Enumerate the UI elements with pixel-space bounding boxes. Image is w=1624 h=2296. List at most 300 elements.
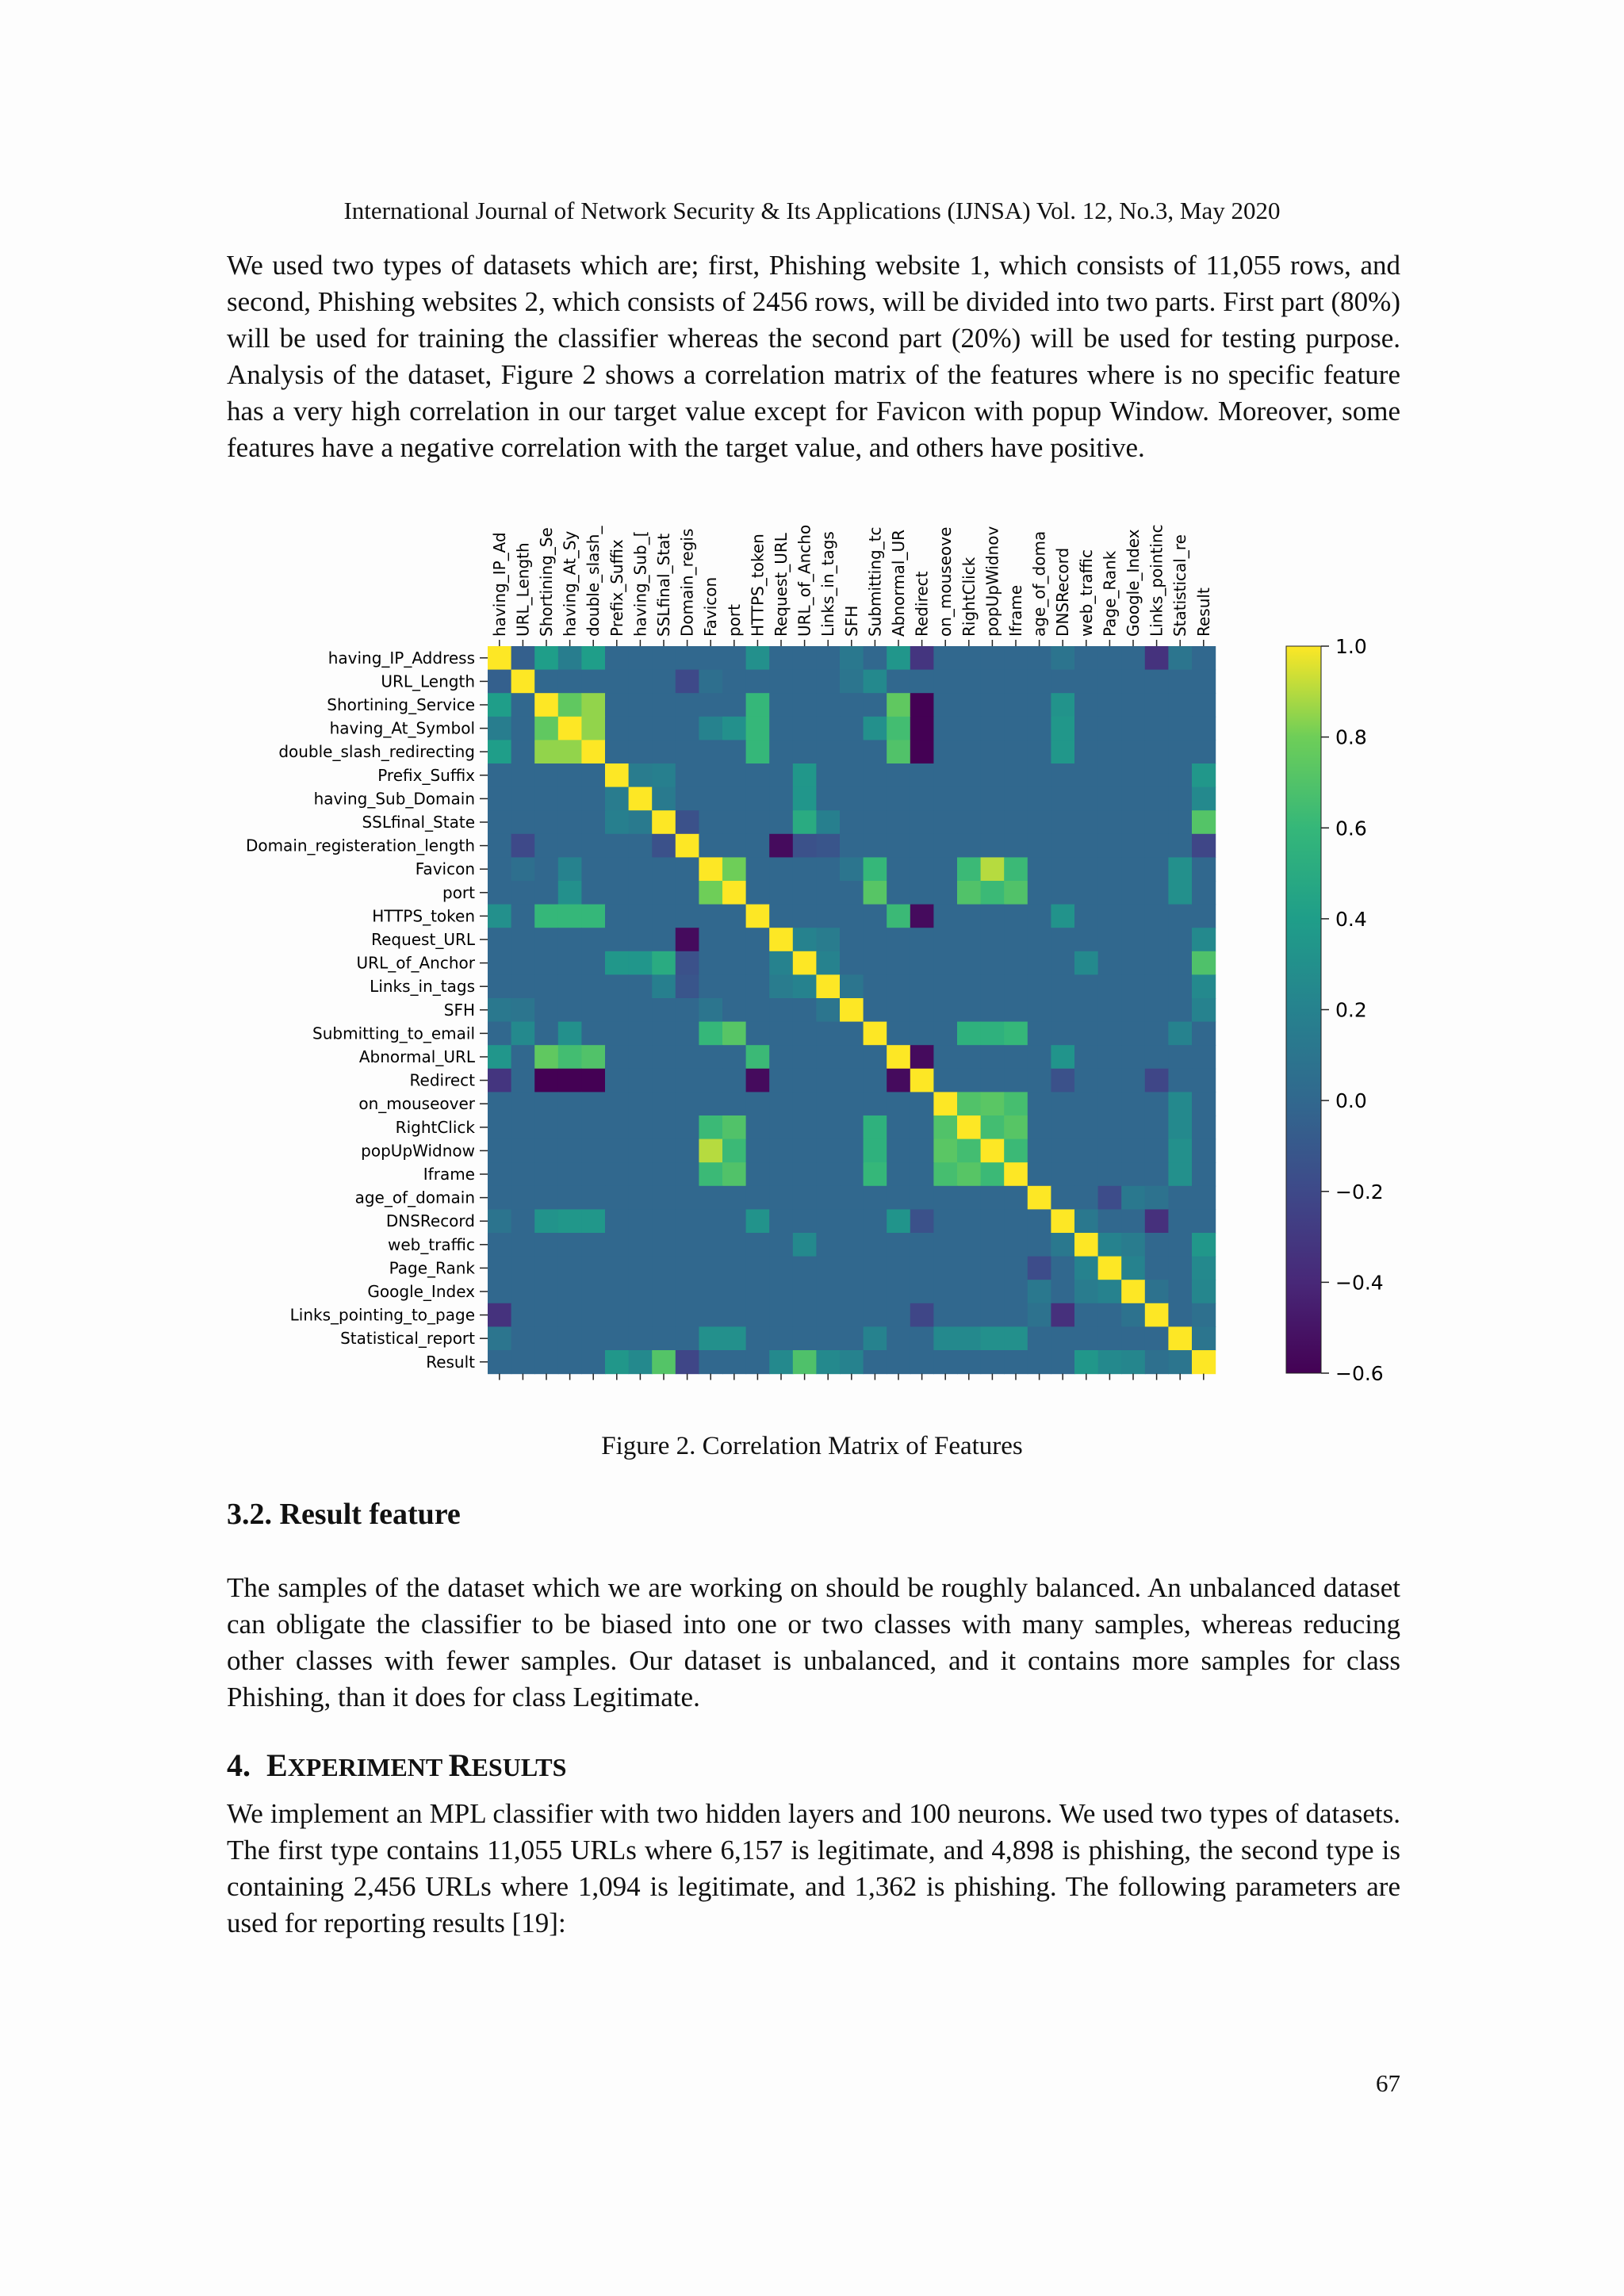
heatmap-cell — [652, 998, 676, 1022]
heatmap-cell — [488, 951, 511, 975]
heatmap-cell — [1098, 717, 1122, 740]
heatmap-cell — [840, 857, 864, 881]
heatmap-cell — [581, 1326, 605, 1350]
heatmap-cell — [840, 1209, 864, 1233]
heatmap-cell — [1074, 1069, 1098, 1093]
heatmap-cell — [652, 740, 676, 763]
heatmap-cell — [652, 881, 676, 905]
heatmap-cell — [746, 1069, 770, 1093]
heatmap-cell — [816, 1209, 840, 1233]
heatmap-cell — [699, 1162, 722, 1186]
heatmap-cell — [534, 951, 558, 975]
heatmap-cell — [933, 1209, 957, 1233]
heatmap-cell — [769, 1139, 793, 1163]
heatmap-cell — [511, 881, 535, 905]
heatmap-cell — [1168, 787, 1192, 811]
heatmap-cell — [840, 951, 864, 975]
heatmap-cell — [957, 1092, 981, 1115]
running-header: International Journal of Network Security & Its Applications (IJNSA) Vol. 12, No.3, May 2020 — [343, 197, 1281, 224]
heatmap-cell — [1121, 1257, 1145, 1280]
heatmap-cell — [699, 646, 722, 670]
heatmap-cell — [910, 928, 934, 951]
heatmap-cell — [676, 763, 699, 787]
heatmap-cell — [1004, 1115, 1028, 1139]
heatmap-cell — [629, 1280, 653, 1303]
heatmap-cell — [864, 951, 887, 975]
heatmap-cell — [581, 998, 605, 1022]
heatmap-cell — [793, 1186, 817, 1210]
heatmap-cell — [957, 1280, 981, 1303]
heatmap-cell — [816, 1233, 840, 1257]
heatmap-cell — [864, 1303, 887, 1327]
heatmap-cell — [933, 1257, 957, 1280]
colorbar-tick-label: 0.8 — [1335, 725, 1367, 749]
col-label: Links_pointinc — [1147, 524, 1166, 637]
heatmap-cell — [558, 1139, 582, 1163]
heatmap-cell — [887, 1257, 910, 1280]
heatmap-cell — [1028, 670, 1051, 694]
heatmap-cell — [864, 881, 887, 905]
heatmap-cell — [1004, 928, 1028, 951]
heatmap-cell — [864, 740, 887, 763]
heatmap-cell — [1192, 928, 1216, 951]
heatmap-cell — [652, 1162, 676, 1186]
heatmap-cell — [981, 1115, 1005, 1139]
row-labels — [246, 649, 476, 1372]
heatmap-cell — [534, 1303, 558, 1327]
heatmap-cell — [534, 740, 558, 763]
section-4-heading — [227, 1747, 566, 1784]
heatmap-cell — [910, 1115, 934, 1139]
colorbar-ticks — [1321, 635, 1384, 1385]
heatmap-cell — [699, 1069, 722, 1093]
heatmap-cell — [699, 717, 722, 740]
heatmap-cell — [1004, 646, 1028, 670]
heatmap-cell — [816, 1139, 840, 1163]
heatmap-cell — [605, 1022, 629, 1046]
heatmap-cell — [769, 787, 793, 811]
heatmap-cell — [1051, 1045, 1074, 1069]
col-label: Favicon — [701, 576, 721, 637]
heatmap-cell — [816, 646, 840, 670]
heatmap-cell — [605, 1233, 629, 1257]
heatmap-cell — [887, 998, 910, 1022]
heatmap-cell — [581, 928, 605, 951]
heatmap-cell — [910, 717, 934, 740]
heatmap-cell — [699, 1045, 722, 1069]
heatmap-cell — [511, 998, 535, 1022]
heatmap-cell — [933, 1139, 957, 1163]
heatmap-cell — [910, 810, 934, 834]
heatmap-cell — [534, 974, 558, 998]
heatmap-cell — [864, 646, 887, 670]
heatmap-cell — [746, 646, 770, 670]
heatmap-cell — [511, 1326, 535, 1350]
heatmap-cell — [676, 810, 699, 834]
heatmap-cell — [746, 974, 770, 998]
heatmap-cell — [722, 763, 746, 787]
heatmap-cell — [558, 717, 582, 740]
heatmap-cell — [746, 881, 770, 905]
heatmap-cell — [488, 1069, 511, 1093]
heatmap-cell — [699, 857, 722, 881]
heatmap-cell — [581, 787, 605, 811]
row-label: web_traffic — [387, 1234, 475, 1254]
heatmap-cell — [840, 1139, 864, 1163]
heatmap-cell — [887, 974, 910, 998]
col-label: Result — [1193, 587, 1213, 637]
heatmap-cell — [1121, 1209, 1145, 1233]
heatmap-cell — [1192, 1115, 1216, 1139]
row-label: Redirect — [409, 1070, 475, 1090]
heatmap-cell — [864, 905, 887, 928]
heatmap-cell — [910, 834, 934, 858]
heatmap-cell — [933, 1069, 957, 1093]
heatmap-cell — [769, 834, 793, 858]
heatmap-cell — [652, 646, 676, 670]
heatmap-cell — [769, 998, 793, 1022]
heatmap-cell — [840, 1162, 864, 1186]
row-label: Domain_registeration_length — [245, 836, 475, 855]
heatmap-cell — [511, 905, 535, 928]
heatmap-cell — [488, 646, 511, 670]
heatmap-cell — [746, 787, 770, 811]
heatmap-cell — [629, 1326, 653, 1350]
heatmap-cell — [864, 810, 887, 834]
heatmap-cell — [933, 974, 957, 998]
heatmap-cell — [676, 787, 699, 811]
heatmap-cell — [910, 1162, 934, 1186]
heatmap-cell — [558, 1115, 582, 1139]
heatmap-cell — [629, 857, 653, 881]
heatmap-cell — [676, 1326, 699, 1350]
heatmap-cell — [1121, 857, 1145, 881]
heatmap-cell — [769, 1022, 793, 1046]
heatmap-cell — [769, 1280, 793, 1303]
heatmap-cell — [1051, 1139, 1074, 1163]
heatmap-cell — [1051, 974, 1074, 998]
heatmap-cell — [769, 1092, 793, 1115]
heatmap-cell — [629, 1303, 653, 1327]
heatmap-cell — [605, 905, 629, 928]
heatmap-cell — [933, 881, 957, 905]
heatmap-cell — [887, 1186, 910, 1210]
heatmap-cell — [605, 740, 629, 763]
heatmap-cell — [629, 881, 653, 905]
heatmap-cell — [1074, 1326, 1098, 1350]
heatmap-cell — [699, 1186, 722, 1210]
heatmap-cell — [1145, 905, 1169, 928]
section-4-body: We implement an MPL classifier with two hidden layers and 100 neurons. We used two types of datasets. The first type contains 11,055 URLs where 6,157 is legitimate, and 4,898 is phishing, the second type is containing 2,456 URLs where 1,094 is legitimate, and 1,362 is phishing. The following parameters are used for reporting results [19]: — [227, 1798, 1400, 1938]
heatmap-cell — [1121, 1326, 1145, 1350]
heatmap-cell — [511, 1350, 535, 1374]
heatmap-cell — [746, 998, 770, 1022]
heatmap-cell — [1074, 974, 1098, 998]
heatmap-cell — [558, 763, 582, 787]
heatmap-cell — [1098, 787, 1122, 811]
heatmap-cell — [746, 951, 770, 975]
heatmap-cell — [1121, 717, 1145, 740]
heatmap-cell — [676, 1233, 699, 1257]
heatmap-cell — [887, 834, 910, 858]
heatmap-cell — [746, 1233, 770, 1257]
colorbar-tick-label: 1.0 — [1335, 635, 1367, 658]
col-labels — [490, 524, 1213, 637]
heatmap-cell — [581, 1115, 605, 1139]
heatmap-cell — [1121, 670, 1145, 694]
heatmap-cell — [511, 670, 535, 694]
heatmap-cell — [793, 1209, 817, 1233]
heatmap-cell — [816, 951, 840, 975]
heatmap-cell — [605, 1350, 629, 1374]
heatmap-cell — [1051, 1092, 1074, 1115]
heatmap-cell — [746, 834, 770, 858]
heatmap-cell — [1074, 670, 1098, 694]
heatmap-cell — [769, 1045, 793, 1069]
heatmap-cell — [887, 881, 910, 905]
heatmap-cell — [722, 881, 746, 905]
heatmap-cell — [722, 693, 746, 717]
heatmap-cell — [1098, 998, 1122, 1022]
heatmap-cell — [864, 763, 887, 787]
heatmap-cell — [534, 857, 558, 881]
heatmap-cell — [1004, 1092, 1028, 1115]
heatmap-cell — [1004, 1209, 1028, 1233]
heatmap-cell — [1028, 1022, 1051, 1046]
heatmap-cell — [1098, 740, 1122, 763]
heatmap-cell — [957, 834, 981, 858]
heatmap-cell — [581, 1350, 605, 1374]
heatmap-cell — [581, 763, 605, 787]
heatmap-cell — [816, 1045, 840, 1069]
heatmap-cell — [840, 763, 864, 787]
heatmap-cell — [1192, 1022, 1216, 1046]
heatmap-cell — [1028, 1233, 1051, 1257]
heatmap-cell — [746, 1115, 770, 1139]
heatmap-cell — [887, 1115, 910, 1139]
heatmap-cell — [933, 1022, 957, 1046]
heatmap-cell — [957, 787, 981, 811]
heatmap-cell — [957, 1257, 981, 1280]
heatmap-cell — [1145, 717, 1169, 740]
heatmap-cell — [793, 1303, 817, 1327]
heatmap-cell — [816, 857, 840, 881]
heatmap-cell — [933, 1092, 957, 1115]
heatmap-cell — [840, 810, 864, 834]
heatmap-cell — [933, 693, 957, 717]
heatmap-cell — [910, 998, 934, 1022]
heatmap-cell — [1145, 763, 1169, 787]
heatmap-cell — [981, 928, 1005, 951]
heatmap-cell — [1121, 1115, 1145, 1139]
heatmap-cell — [1074, 1303, 1098, 1327]
heatmap-cell — [511, 1115, 535, 1139]
heatmap-cell — [933, 928, 957, 951]
heatmap-cell — [1192, 1162, 1216, 1186]
heatmap-cell — [793, 763, 817, 787]
heatmap-cell — [652, 857, 676, 881]
heatmap-cell — [1051, 1233, 1074, 1257]
heatmap-cell — [534, 763, 558, 787]
row-label: Links_pointing_to_page — [289, 1305, 475, 1325]
correlation-matrix-figure — [214, 507, 1435, 1395]
heatmap-cell — [1192, 974, 1216, 998]
heatmap-cell — [488, 1045, 511, 1069]
col-label: Google_Index — [1124, 529, 1143, 637]
heatmap-cell — [676, 1139, 699, 1163]
heatmap-cell — [605, 928, 629, 951]
heatmap-cell — [957, 857, 981, 881]
heatmap-cell — [887, 1326, 910, 1350]
heatmap-cell — [933, 1280, 957, 1303]
heatmap-cell — [933, 740, 957, 763]
heatmap-cell — [1192, 740, 1216, 763]
heatmap-cell — [910, 1350, 934, 1374]
heatmap-cell — [910, 881, 934, 905]
heatmap-cell — [864, 1162, 887, 1186]
heatmap-cell — [534, 717, 558, 740]
heatmap-cell — [910, 1092, 934, 1115]
heatmap-cell — [676, 1069, 699, 1093]
heatmap-cell — [1028, 717, 1051, 740]
heatmap-cell — [981, 951, 1005, 975]
heatmap-cell — [652, 1350, 676, 1374]
heatmap-cell — [1121, 1303, 1145, 1327]
heatmap-cell — [1145, 670, 1169, 694]
heatmap-cell — [746, 1326, 770, 1350]
heatmap-cell — [910, 857, 934, 881]
heatmap-cell — [1145, 1139, 1169, 1163]
heatmap-cell — [957, 1139, 981, 1163]
heatmap-cell — [887, 646, 910, 670]
heatmap-cell — [652, 693, 676, 717]
heatmap-cell — [769, 974, 793, 998]
heatmap-cell — [746, 1162, 770, 1186]
heatmap-cell — [1028, 857, 1051, 881]
heatmap-cell — [1004, 1303, 1028, 1327]
heatmap-cell — [558, 1257, 582, 1280]
heatmap-cell — [488, 974, 511, 998]
heatmap-cell — [1004, 1326, 1028, 1350]
colorbar-tick-label: 0.6 — [1335, 817, 1367, 840]
heatmap-cell — [699, 834, 722, 858]
heatmap-cell — [1192, 998, 1216, 1022]
heatmap-cell — [933, 670, 957, 694]
heatmap-cell — [581, 974, 605, 998]
heatmap-cell — [558, 834, 582, 858]
heatmap-cell — [629, 1233, 653, 1257]
heatmap-cell — [676, 1045, 699, 1069]
heatmap-cell — [1051, 1115, 1074, 1139]
heatmap-cell — [534, 1022, 558, 1046]
heatmap-cell — [840, 1257, 864, 1280]
heatmap-cell — [1192, 951, 1216, 975]
col-label: double_slash_ — [584, 526, 603, 637]
heatmap-cell — [840, 834, 864, 858]
heatmap-cell — [605, 998, 629, 1022]
heatmap-cell — [887, 857, 910, 881]
heatmap-cell — [558, 1022, 582, 1046]
col-label: Links_in_tags — [818, 531, 838, 637]
heatmap-cell — [1121, 787, 1145, 811]
heatmap-cell — [1051, 1280, 1074, 1303]
heatmap-cell — [699, 1092, 722, 1115]
heatmap-cell — [558, 693, 582, 717]
heatmap-cell — [1192, 1350, 1216, 1374]
heatmap-cell — [1098, 1326, 1122, 1350]
heatmap-cell — [1192, 1209, 1216, 1233]
heatmap-cell — [605, 670, 629, 694]
heatmap-cell — [534, 834, 558, 858]
heatmap-cell — [933, 1326, 957, 1350]
heatmap-cell — [864, 1139, 887, 1163]
heatmap-cell — [581, 740, 605, 763]
heatmap-cell — [957, 1350, 981, 1374]
heatmap-cell — [933, 951, 957, 975]
heatmap-cell — [722, 1303, 746, 1327]
heatmap-cell — [1074, 857, 1098, 881]
heatmap-cell — [652, 810, 676, 834]
heatmap-cell — [534, 670, 558, 694]
heatmap-cell — [605, 1326, 629, 1350]
heatmap-cell — [864, 1350, 887, 1374]
heatmap-cell — [1028, 998, 1051, 1022]
heatmap-cell — [1028, 787, 1051, 811]
heatmap-cell — [605, 881, 629, 905]
heatmap-cell — [1051, 717, 1074, 740]
heatmap-cell — [1168, 646, 1192, 670]
heatmap-cell — [605, 787, 629, 811]
row-label: URL_of_Anchor — [356, 953, 475, 973]
heatmap-cell — [1192, 787, 1216, 811]
heatmap-cell — [1051, 905, 1074, 928]
col-label: Request_URL — [772, 533, 791, 637]
heatmap-cell — [840, 693, 864, 717]
heatmap-cell — [629, 998, 653, 1022]
heatmap-cell — [534, 928, 558, 951]
heatmap-cell — [676, 951, 699, 975]
heatmap-cell — [699, 951, 722, 975]
heatmap-cell — [1051, 1162, 1074, 1186]
heatmap-cell — [558, 928, 582, 951]
heatmap-cell — [1098, 693, 1122, 717]
row-label: having_At_Symbol — [329, 718, 475, 738]
heatmap-cell — [887, 1303, 910, 1327]
heatmap-cell — [1004, 1069, 1028, 1093]
heatmap-cell — [1074, 717, 1098, 740]
heatmap-cell — [605, 1186, 629, 1210]
heatmap-cell — [1074, 693, 1098, 717]
heatmap-cell — [957, 693, 981, 717]
heatmap-cell — [1192, 810, 1216, 834]
col-label: Prefix_Suffix — [607, 539, 626, 637]
heatmap-cell — [1145, 1280, 1169, 1303]
heatmap-cell — [1098, 1092, 1122, 1115]
heatmap-cell — [1168, 1045, 1192, 1069]
heatmap-cell — [558, 951, 582, 975]
heatmap-cell — [840, 928, 864, 951]
heatmap-cell — [1051, 1069, 1074, 1093]
heatmap-cell — [1098, 1139, 1122, 1163]
heatmap-cell — [933, 763, 957, 787]
heatmap-cell — [511, 1069, 535, 1093]
heatmap-cell — [581, 693, 605, 717]
intro-paragraph: We used two types of datasets which are; first, Phishing website 1, which consists of 11,055 rows, and second, Phishing websites 2, which consists of 2456 rows, will be divided into two parts. First part (80%) will be used for training the classifier whereas the second part (20%) will be used for testing purpose. Analysis of the dataset, Figure 2 shows a correlation matrix of the features where is no specific feature has a very high correlation in our target value except for Favicon with popup Window. Moreover, some features have a negative correlation with the target value, and others have positive. — [227, 250, 1400, 463]
heatmap-cell — [1004, 998, 1028, 1022]
heatmap-cell — [534, 881, 558, 905]
heatmap-cell — [1121, 951, 1145, 975]
heatmap-cell — [910, 740, 934, 763]
